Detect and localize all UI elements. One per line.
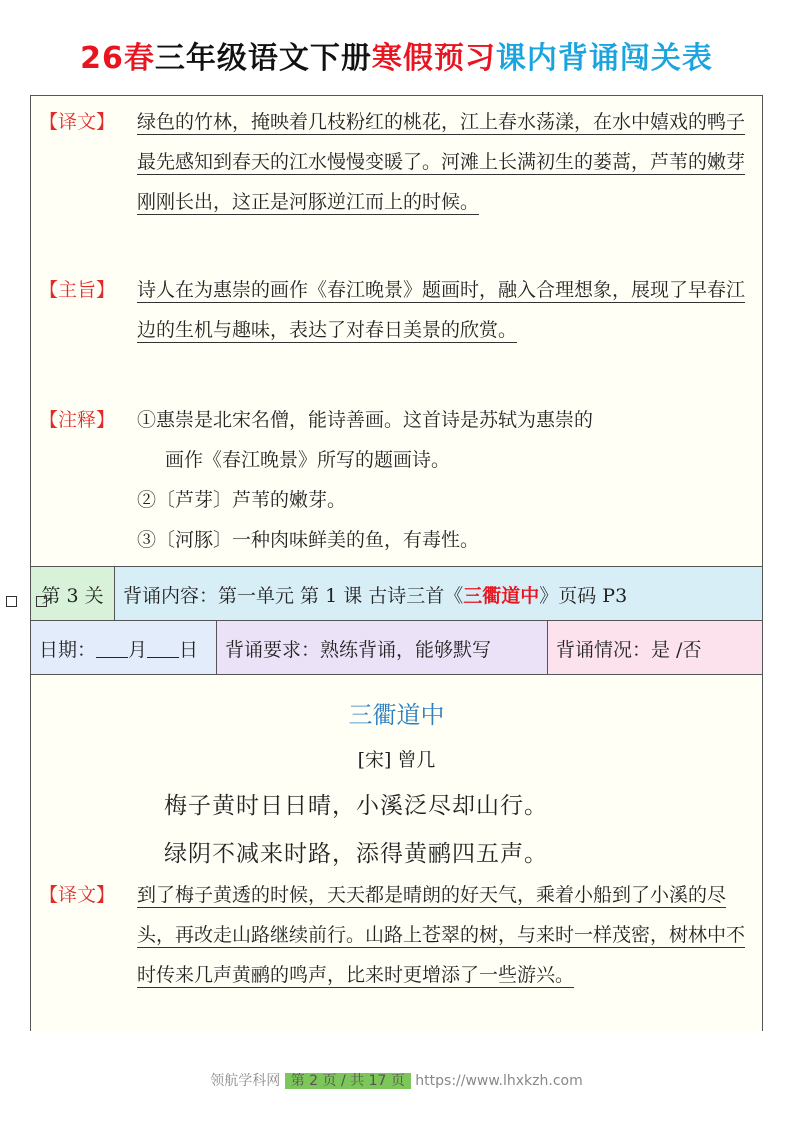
day-blank[interactable] (147, 639, 179, 658)
note-1a: ①惠崇是北宋名僧，能诗善画。这首诗是苏轼为惠崇的 (137, 409, 594, 431)
note-3: ③〔河豚〕一种肉味鲜美的鱼，有毒性。 (137, 529, 480, 551)
footer-site: 领航学科网 (210, 1073, 281, 1089)
translation-block (39, 102, 754, 222)
content-suffix: 》页码 P3 (539, 584, 628, 607)
page-footer (0, 1070, 793, 1090)
poem-translation-tag: 【译文】 (39, 884, 116, 906)
footer-page: 第 2 页 / 共 17 页 (285, 1073, 411, 1089)
day-label: 日 (179, 638, 199, 661)
month-blank[interactable] (96, 639, 128, 658)
translation-text: 绿色的竹林，掩映着几枝粉红的桃花，江上春水荡漾，在水中嬉戏的鸭子最先感知到春天的江水慢慢变暖了。河滩上长满初生的蒌蒿，芦苇的嫩芽刚刚长出，这正是河豚逆江而上的时候。 (137, 111, 746, 213)
recitation-sheet (30, 95, 763, 1031)
poem-title: 三衢道中 (348, 701, 445, 729)
level-row (31, 566, 762, 621)
page-title (0, 34, 793, 84)
content-cell (115, 567, 762, 621)
month-label: 月 (128, 638, 148, 661)
content-prefix: 背诵内容：第一单元 第 1 课 古诗三首《 (123, 584, 464, 607)
title-preview: 寒假预习 (371, 41, 496, 76)
note-1b: 画作《春江晚景》所写的题画诗。 (165, 449, 451, 471)
previous-poem-notes (31, 96, 762, 566)
notes-block (39, 400, 754, 560)
title-year: 26春 (80, 41, 155, 76)
poem-line-1: 梅子黄时日日晴，小溪泛尽却山行。 (164, 793, 548, 819)
footer-url: https://www.lhxkzh.com (415, 1073, 583, 1089)
notes-tag: 【注释】 (39, 409, 116, 431)
status-cell: 背诵情况：是 /否 (548, 621, 762, 675)
content-poem-title: 三衢道中 (463, 584, 540, 607)
theme-tag: 【主旨】 (39, 279, 116, 301)
info-row (31, 620, 762, 675)
poem-section (31, 674, 762, 1031)
title-table: 课内背诵闯关表 (495, 41, 713, 76)
title-grade: 三年级语文下册 (154, 41, 372, 76)
requirement-cell: 背诵要求：熟练背诵，能够默写 (217, 621, 548, 675)
theme-block (39, 270, 754, 350)
date-label: 日期： (39, 638, 97, 661)
checkbox-marker-2 (36, 596, 47, 607)
date-cell (31, 621, 217, 675)
note-2: ②〔芦芽〕芦苇的嫩芽。 (137, 489, 347, 511)
poem-line-2: 绿阴不减来时路，添得黄鹂四五声。 (164, 841, 548, 867)
poem-translation-text: 到了梅子黄透的时候，天天都是晴朗的好天气，乘着小船到了小溪的尽头，再改走山路继续前行。山路上苍翠的树，与来时一样茂密，树林中不时传来几声黄鹂的鸣声，比来时更增添了一些游兴。 (137, 884, 746, 986)
level-cell: 第 3 关 (31, 567, 115, 621)
checkbox-marker (6, 596, 17, 607)
translation-tag: 【译文】 (39, 111, 116, 133)
theme-text: 诗人在为惠崇的画作《春江晚景》题画时，融入合理想象，展现了早春江边的生机与趣味，表达了对春日美景的欣赏。 (137, 279, 746, 341)
poem-translation-block (39, 875, 754, 995)
poem-author: [宋] 曾几 (357, 749, 436, 771)
